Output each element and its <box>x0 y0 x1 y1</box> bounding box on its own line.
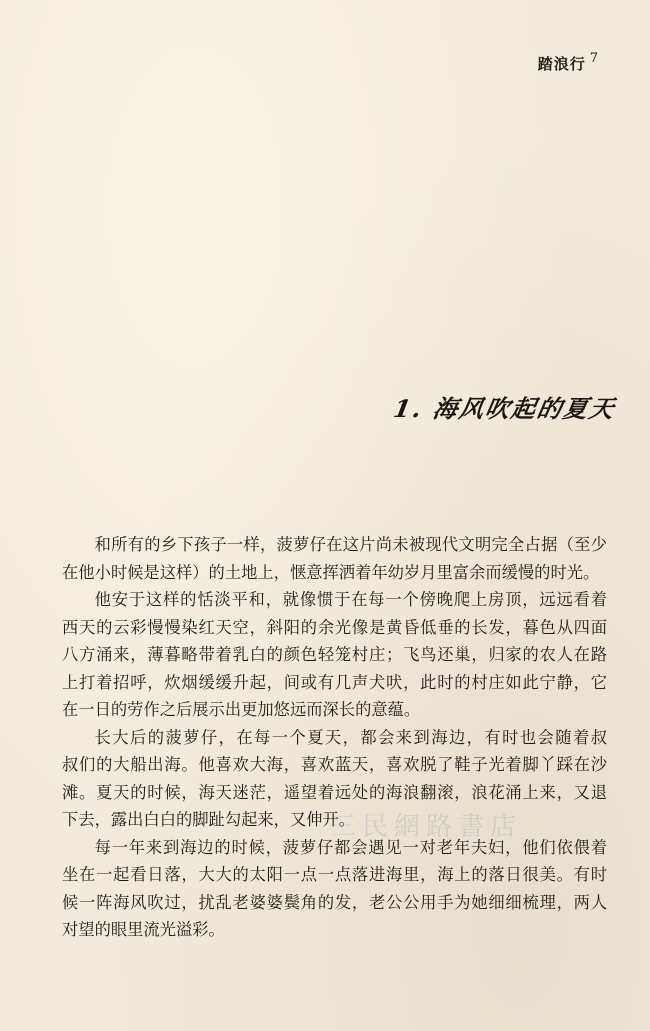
running-head <box>537 51 598 74</box>
text-line: 在一日的劳作之后展示出更加悠远而深长的意蕴。 <box>62 700 421 719</box>
text-line: 和所有的乡下孩子一样，菠萝仔在这片尚未被现代文明完全占据（至少 <box>94 535 607 554</box>
text-line: 每一年来到海边的时候，菠萝仔都会遇见一对老年夫妇，他们依偎着 <box>94 837 607 857</box>
text-line: 下去，露出白白的脚趾勾起来，又伸开。 <box>62 810 356 829</box>
text-line: 八方涌来，薄暮略带着乳白的颜色轻笼村庄；飞鸟还巢，归家的农人在路 <box>62 645 607 664</box>
text-line: 他安于这样的恬淡平和，就像惯于在每一个傍晚爬上房顶，远远看着 <box>94 590 607 609</box>
text-line: 西天的云彩慢慢染红天空，斜阳的余光像是黄昏低垂的长发，暮色从四面 <box>62 617 607 637</box>
text-line: 上打着招呼，炊烟缓缓升起，间或有几声犬吠，此时的村庄如此宁静，它 <box>62 672 607 692</box>
section-title: 1. 海风吹起的夏天 <box>390 394 618 423</box>
watermark: 三民網路書店 <box>330 812 523 842</box>
body-text <box>62 531 607 944</box>
text-line: 叔们的大船出海。他喜欢大海，喜欢蓝天，喜欢脱了鞋子光着脚丫踩在沙 <box>62 755 607 774</box>
text-line: 对望的眼里流光溢彩。 <box>62 920 225 939</box>
text-line: 长大后的菠萝仔，在每一个夏天，都会来到海边，有时也会随着叔 <box>94 727 607 747</box>
text-line: 候一阵海风吹过，扰乱老婆婆鬓角的发，老公公用手为她细细梳理，两人 <box>62 892 607 912</box>
text-line: 在他小时候是这样）的土地上，惬意挥洒着年幼岁月里富余而缓慢的时光。 <box>62 562 600 582</box>
running-head-title: 踏浪行 <box>537 55 586 73</box>
text-line: 滩。夏天的时候，海天迷茫，遥望着远处的海浪翻滚，浪花涌上来，又退 <box>62 782 607 802</box>
page-number: 7 <box>589 51 598 66</box>
text-line: 坐在一起看日落，大大的太阳一点一点落进海里，海上的落日很美。有时 <box>62 865 607 884</box>
